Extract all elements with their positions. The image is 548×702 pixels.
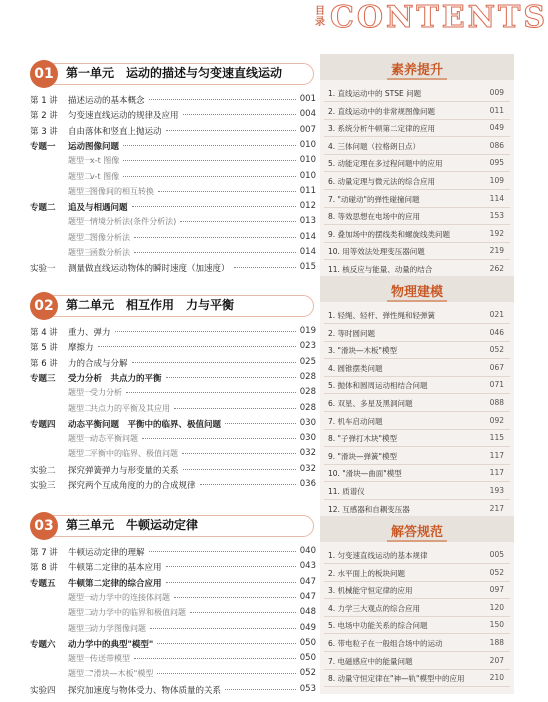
toc-row[interactable]	[30, 416, 316, 432]
toc-label: 题型三	[68, 186, 92, 196]
panel-item[interactable]	[324, 412, 510, 430]
toc-title: 图像间的相互转换	[90, 186, 154, 196]
panel-item-title: 9. "滑块—弹簧"模型	[328, 451, 397, 461]
toc-row[interactable]	[30, 230, 316, 246]
toc-page: 049	[299, 622, 316, 633]
panel-item[interactable]	[324, 376, 510, 394]
toc-leader	[190, 612, 296, 613]
toc-label: 第 7 讲	[30, 548, 58, 558]
toc-title: 探究两个互成角度的力的合成规律	[68, 481, 196, 491]
panel-item[interactable]	[324, 137, 510, 155]
panel-item[interactable]	[324, 634, 510, 652]
toc-page: 013	[299, 216, 316, 227]
toc-leader	[225, 689, 296, 690]
toc-leader	[132, 362, 296, 363]
toc-row[interactable]	[30, 339, 316, 355]
panel-item-title: 6. 动量定理与微元法的综合应用	[328, 177, 436, 186]
toc-row[interactable]	[30, 636, 316, 652]
toc-title: 动态平衡问题 平衡中的临界、极值问题	[68, 419, 222, 430]
toc-leader	[150, 628, 296, 629]
toc-title: 测量做直线运动物体的瞬时速度（加速度）	[68, 264, 230, 275]
toc-title: 动力学图像问题	[90, 623, 146, 633]
panel-item[interactable]	[324, 581, 510, 599]
panel-item[interactable]	[324, 394, 510, 412]
toc-page: 015	[299, 262, 316, 273]
toc-label: 题型二	[68, 669, 92, 679]
toc-row[interactable]	[30, 153, 316, 169]
toc-title: 图像分析法	[90, 232, 130, 242]
toc-title: 探究弹簧弹力与形变量的关系	[68, 465, 179, 476]
unit-title: 第三单元 牛顿运动定律	[66, 518, 199, 532]
unit-title: 第一单元 运动的描述与匀变速直线运动	[66, 66, 283, 80]
panel-item-title: 6. 带电粒子在一般组合场中的运动	[328, 639, 443, 648]
toc-leader	[157, 673, 296, 674]
panel-item-title: 7. 机车启动问题	[328, 416, 383, 426]
toc-label: 专题三	[30, 373, 56, 384]
panel-item[interactable]	[324, 324, 510, 342]
panel-item[interactable]	[324, 341, 510, 359]
toc-label: 第 1 讲	[30, 96, 58, 106]
panel-item-page: 192	[489, 228, 504, 238]
panel-item-title: 2. 水平面上的板块问题	[328, 568, 406, 578]
toc-page: 040	[299, 546, 316, 556]
toc-title: 受力分析 共点力的平衡	[68, 373, 162, 384]
toc-label: 专题一	[30, 141, 56, 152]
toc-leader	[149, 99, 296, 100]
panel-item-title: 11. 核反应与能量、动量的结合	[328, 265, 433, 274]
panel-item-title: 8. 动量守恒定律在"神—轨"模型中的应用	[328, 674, 465, 684]
toc-page: 050	[299, 653, 316, 664]
toc-leader	[225, 423, 296, 424]
toc-row[interactable]	[30, 590, 316, 606]
toc-label: 题型一	[68, 217, 92, 227]
toc-title: 函数分析法	[90, 248, 130, 257]
toc-leader	[183, 469, 296, 470]
toc-label: 题型一	[68, 156, 92, 166]
toc-title: 动力学中的典型"模型"	[68, 639, 154, 650]
toc-leader	[166, 566, 296, 567]
toc-label: 实验四	[30, 685, 56, 696]
toc-title: "滑块—木板"模型	[90, 669, 154, 679]
panel-item[interactable]	[324, 447, 510, 465]
panel-item-page: 071	[489, 380, 504, 390]
panel-item[interactable]	[324, 669, 510, 687]
toc-label: 第 6 讲	[30, 358, 58, 369]
toc-label: 专题四	[30, 419, 56, 430]
toc-leader	[183, 114, 296, 115]
toc-page: 004	[299, 109, 316, 120]
toc-title: 情境分析法(条件分析法)	[90, 217, 177, 227]
toc-title: v-t 图像	[90, 171, 120, 181]
header-contents-word: CONTENTS	[330, 0, 548, 35]
toc-page: 032	[299, 463, 316, 474]
toc-page: 010	[299, 170, 316, 181]
panel-item-title: 5. 抛体和圆周运动相结合问题	[328, 381, 428, 391]
panel-item-title: 2. 等时圆问题	[328, 328, 376, 338]
toc-row[interactable]	[30, 355, 316, 371]
toc-row[interactable]	[30, 621, 316, 637]
toc-row[interactable]	[30, 370, 316, 386]
panel-item[interactable]	[324, 482, 510, 500]
toc-page: 036	[299, 479, 316, 489]
toc-row[interactable]	[30, 92, 316, 108]
toc-title: 追及与相遇问题	[68, 203, 128, 214]
toc-label: 题型一	[68, 388, 92, 398]
toc-leader	[234, 267, 296, 268]
panel-item-title: 12. 互感器和自耦变压器	[328, 504, 410, 514]
toc-leader	[157, 643, 296, 644]
panel-item-page: 095	[489, 158, 504, 168]
panel-item-title: 4. 圆锥摆类问题	[328, 363, 383, 373]
toc-row[interactable]	[30, 446, 316, 462]
panel-item-title: 9. 叠加场中的摆线类和螺旋线类问题	[328, 229, 451, 239]
toc-row[interactable]	[30, 214, 316, 230]
header-mulu: 目录	[315, 6, 325, 28]
panel-item-page: 092	[489, 415, 504, 425]
panel-item-title: 1. 直线运动中的 STSE 问题	[328, 89, 422, 98]
panel-item[interactable]	[324, 500, 510, 518]
panel-item-page: 210	[489, 673, 504, 683]
toc-title: 传送带模型	[90, 654, 130, 664]
panel-item[interactable]	[324, 652, 510, 670]
toc-leader	[149, 551, 296, 552]
toc-leader	[142, 438, 296, 439]
panel-item-title: 10. "滑块—曲面"模型	[328, 469, 402, 479]
toc-page: 028	[299, 371, 316, 382]
toc-leader	[134, 252, 296, 253]
toc-page: 019	[299, 326, 316, 336]
toc-leader	[166, 130, 296, 131]
panel-item-title: 1. 匀变速直线运动的基本规律	[328, 551, 428, 560]
toc-label: 题型二	[68, 608, 92, 618]
panel-item-page: 011	[489, 105, 504, 115]
panel-item-title: 1. 轻绳、轻杆、弹性绳和轻弹簧	[328, 311, 436, 320]
toc-label: 题型二	[68, 171, 92, 181]
toc-label: 题型二	[68, 232, 92, 242]
toc-row[interactable]	[30, 605, 316, 621]
toc-label: 第 3 讲	[30, 126, 58, 137]
panel-item-page: 114	[489, 193, 504, 203]
unit-header	[30, 294, 312, 318]
toc-page: 010	[299, 139, 316, 150]
panel-item-page: 262	[489, 264, 504, 273]
panel-item-page: 052	[489, 345, 504, 355]
toc-page: 011	[299, 185, 316, 196]
panel-item-page: 120	[489, 602, 504, 612]
panel-item-title: 2. 直线运动中的非常规图像问题	[328, 106, 436, 116]
toc-page: 028	[299, 402, 316, 413]
toc-label: 实验三	[30, 481, 56, 491]
toc-title: 摩擦力	[68, 343, 94, 354]
toc-leader	[182, 453, 296, 454]
toc-row[interactable]	[30, 169, 316, 185]
toc-title: 探究加速度与物体受力、物体质量的关系	[68, 685, 222, 696]
panel-item-title: 3. 机械能守恒定律的应用	[328, 586, 413, 596]
panel-item[interactable]	[324, 564, 510, 582]
toc-leader	[200, 484, 296, 485]
panel-item[interactable]	[324, 464, 510, 482]
toc-row[interactable]	[30, 462, 316, 478]
section-title	[320, 59, 514, 78]
toc-row[interactable]	[30, 544, 316, 560]
panel-item-title: 4. 力学三大观点的综合应用	[328, 603, 421, 613]
toc-leader	[123, 160, 296, 161]
toc-leader	[174, 597, 296, 598]
panel-item-page: 188	[489, 638, 504, 647]
toc-leader	[134, 658, 296, 659]
toc-page: 047	[299, 591, 316, 602]
toc-label: 专题五	[30, 578, 56, 589]
toc-label: 题型二	[68, 403, 92, 413]
toc-label: 第 8 讲	[30, 563, 58, 574]
toc-page: 010	[299, 155, 316, 166]
contents-header	[0, 0, 548, 44]
toc-page: 052	[299, 668, 316, 679]
toc-row[interactable]	[30, 324, 316, 340]
toc-page: 032	[299, 448, 316, 459]
toc-row[interactable]	[30, 401, 316, 417]
panel-item[interactable]	[324, 172, 510, 190]
panel-item-page: 097	[489, 585, 504, 595]
toc-row[interactable]	[30, 260, 316, 276]
toc-leader	[180, 221, 296, 222]
toc-title: 平衡中的临界、极值问题	[90, 449, 178, 459]
toc-page: 014	[299, 247, 316, 257]
section-title	[320, 521, 514, 540]
toc-leader	[174, 408, 296, 409]
toc-label: 实验二	[30, 465, 56, 476]
toc-title: 运动图像问题	[68, 141, 120, 152]
toc-row[interactable]	[30, 651, 316, 667]
toc-page: 050	[299, 637, 316, 648]
toc-label: 题型三	[68, 248, 92, 257]
panel-item-title: 8. "子弹打木块"模型	[328, 434, 397, 444]
panel-item-title: 5. 电场中功能关系的综合问题	[328, 621, 428, 631]
panel-item-page: 052	[489, 567, 504, 577]
toc-page: 048	[299, 607, 316, 618]
panel-item[interactable]	[324, 306, 510, 324]
panel-item[interactable]	[324, 119, 510, 137]
toc-label: 题型一	[68, 654, 92, 664]
panel-item-title: 7. "动碰动"的弹性碰撞问题	[328, 194, 420, 204]
toc-page: 043	[299, 561, 316, 572]
panel-item-title: 8. 等效思想在电场中的应用	[328, 212, 421, 222]
panel-item-page: 046	[489, 327, 504, 337]
panel-item-title: 3. "滑块—木板"模型	[328, 346, 397, 356]
unit-number-badge: 03	[30, 512, 58, 540]
toc-page: 053	[299, 683, 316, 694]
toc-row[interactable]	[30, 477, 316, 493]
toc-page: 030	[299, 417, 316, 428]
toc-row[interactable]	[30, 682, 316, 698]
panel-item[interactable]	[324, 84, 510, 102]
panel-item[interactable]	[324, 102, 510, 120]
toc-page: 001	[299, 94, 316, 104]
panel-item[interactable]	[324, 546, 510, 564]
unit-header	[30, 62, 312, 86]
panel-item-title: 6. 双星、多星及黑洞问题	[328, 399, 413, 408]
panel-item[interactable]	[324, 190, 510, 208]
panel-item-page: 067	[489, 362, 504, 372]
panel-item-page: 153	[489, 211, 504, 221]
panel-item-page: 086	[489, 140, 504, 150]
toc-title: 牛顿第二定律的综合应用	[68, 578, 162, 589]
toc-page: 025	[299, 356, 316, 367]
toc-page: 007	[299, 124, 316, 135]
toc-label: 第 5 讲	[30, 343, 58, 354]
section-title	[320, 281, 514, 300]
panel-item-page: 193	[489, 486, 504, 495]
panel-item-title: 7. 电磁感应中的能量问题	[328, 656, 413, 666]
panel-item[interactable]	[324, 429, 510, 447]
toc-title: x-t 图像	[90, 156, 120, 166]
toc-label: 题型三	[68, 623, 92, 633]
unit-number-badge: 02	[30, 292, 58, 320]
panel-item-page: 009	[489, 88, 504, 97]
panel-item-page: 117	[489, 468, 504, 478]
panel-item[interactable]	[324, 599, 510, 617]
panel-item-page: 005	[489, 550, 504, 559]
toc-label: 专题六	[30, 639, 56, 650]
panel-item-page: 049	[489, 123, 504, 133]
toc-leader	[123, 176, 296, 177]
section-title-text: 素养提升	[387, 63, 447, 80]
panel-item-title: 5. 动能定理在多过程问题中的应用	[328, 159, 443, 169]
panel-item[interactable]	[324, 359, 510, 377]
panel-item-page: 217	[489, 503, 504, 513]
unit-title: 第二单元 相互作用 力与平衡	[66, 298, 235, 312]
toc-row[interactable]	[30, 107, 316, 123]
panel-item-title: 3. 系统分析牛顿第二定律的应用	[328, 124, 436, 134]
toc-title: 力的合成与分解	[68, 358, 128, 369]
panel-item-title: 4. 三体问题（拉格朗日点）	[328, 141, 421, 151]
toc-row[interactable]	[30, 184, 316, 200]
panel-item-title: 10. 用等效法处理变压器问题	[328, 247, 425, 257]
toc-page: 030	[299, 433, 316, 444]
toc-row[interactable]	[30, 245, 316, 261]
toc-leader	[158, 191, 296, 192]
panel-item-page: 115	[489, 433, 504, 443]
toc-label: 题型一	[68, 592, 92, 602]
toc-row[interactable]	[30, 123, 316, 139]
toc-title: 牛顿运动定律的理解	[68, 548, 145, 558]
toc-title: 牛顿第二定律的基本应用	[68, 563, 162, 574]
toc-leader	[98, 346, 296, 347]
panel-item[interactable]	[324, 242, 510, 260]
toc-row[interactable]	[30, 385, 316, 401]
toc-title: 重力、弹力	[68, 328, 111, 338]
toc-leader	[132, 206, 296, 207]
toc-leader	[123, 145, 296, 146]
toc-title: 匀变速直线运动的规律及应用	[68, 111, 179, 122]
panel-item[interactable]	[324, 225, 510, 243]
panel-item[interactable]	[324, 616, 510, 634]
toc-row[interactable]	[30, 138, 316, 154]
toc-leader	[166, 582, 296, 583]
toc-title: 受力分析	[90, 388, 122, 398]
panel-item-page: 021	[489, 310, 504, 319]
toc-row[interactable]	[30, 666, 316, 682]
toc-row[interactable]	[30, 199, 316, 215]
panel-item[interactable]	[324, 207, 510, 225]
toc-label: 第 4 讲	[30, 328, 58, 338]
toc-label: 题型二	[68, 449, 92, 459]
section-title-text: 物理建模	[387, 285, 447, 302]
toc-leader	[126, 392, 296, 393]
toc-page: 012	[299, 201, 316, 212]
toc-row[interactable]	[30, 575, 316, 591]
toc-page: 028	[299, 387, 316, 398]
unit-number-badge: 01	[30, 60, 58, 88]
toc-label: 实验一	[30, 264, 56, 275]
panel-item-page: 109	[489, 176, 504, 185]
panel-item-title: 11. 质谱仪	[328, 487, 365, 496]
toc-title: 描述运动的基本概念	[68, 96, 145, 106]
toc-page: 014	[299, 231, 316, 242]
section-title-text: 解答规范	[387, 525, 447, 542]
panel-item-page: 088	[489, 398, 504, 407]
toc-page: 023	[299, 341, 316, 352]
panel-item-page: 150	[489, 620, 504, 630]
toc-label: 题型一	[68, 434, 92, 444]
toc-label: 专题二	[30, 203, 56, 214]
toc-row[interactable]	[30, 559, 316, 575]
toc-leader	[115, 331, 296, 332]
panel-item-page: 207	[489, 655, 504, 665]
panel-item[interactable]	[324, 154, 510, 172]
toc-title: 共点力的平衡及其应用	[90, 403, 170, 413]
toc-page: 047	[299, 576, 316, 587]
toc-label: 第 2 讲	[30, 111, 58, 122]
toc-leader	[166, 377, 296, 378]
toc-title: 动力学中的临界和极值问题	[90, 608, 186, 618]
toc-title: 自由落体和竖直上抛运动	[68, 126, 162, 137]
unit-header	[30, 514, 312, 538]
panel-item-page: 219	[489, 246, 504, 256]
toc-leader	[134, 237, 296, 238]
toc-title: 动态平衡问题	[90, 434, 138, 444]
right-panel	[320, 54, 514, 694]
toc-title: 动力学中的连接体问题	[90, 592, 170, 602]
panel-item-page: 117	[489, 450, 504, 460]
toc-row[interactable]	[30, 431, 316, 447]
